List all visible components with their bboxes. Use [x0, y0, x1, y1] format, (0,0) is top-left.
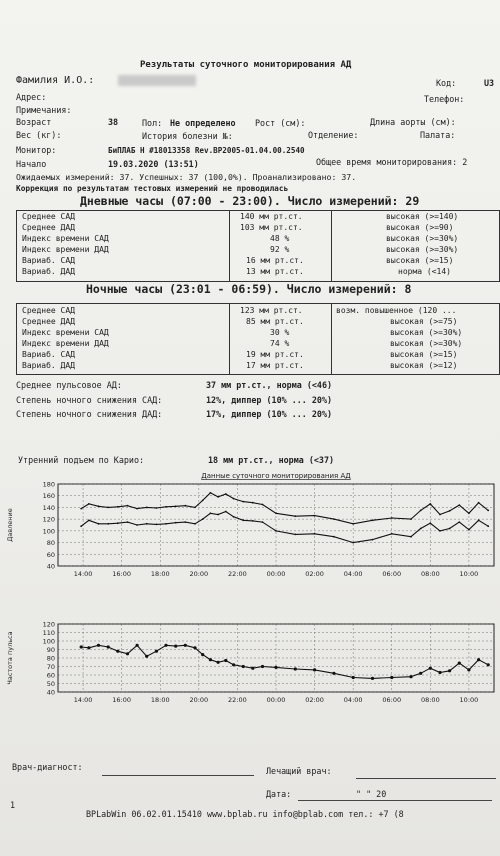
software-line: BPLabWin 06.02.01.15410 www.bplab.ru info@bplab.com тел.: +7 (8 [86, 809, 404, 819]
y-tick-label: 80 [46, 539, 55, 548]
age-label: Возраст [16, 117, 52, 127]
data-point [145, 655, 148, 658]
total-time: Общее время мониторирования: 2 [316, 157, 468, 167]
sbp-drop-label: Степень ночного снижения САД: [16, 395, 163, 405]
y-tick-label: 100 [42, 637, 55, 646]
day-row-value: 16 мм рт.ст. [246, 256, 304, 265]
data-point [439, 514, 441, 516]
day-row-rating: высокая (>=15) [386, 256, 454, 265]
data-point [194, 523, 196, 525]
data-point [210, 512, 212, 514]
y-tick-label: 90 [46, 646, 55, 654]
data-point [372, 539, 374, 541]
data-point [136, 644, 139, 647]
data-point [420, 510, 422, 512]
data-point [391, 517, 393, 519]
data-point [419, 672, 422, 675]
night-row-name: Вариаб. ДАД [22, 361, 75, 370]
night-row-value: 17 мм рт.ст. [246, 361, 304, 370]
data-point [487, 525, 489, 527]
x-tick-label: 16:00 [112, 696, 132, 704]
data-point [225, 511, 227, 513]
night-row-name: Индекс времени САД [22, 328, 109, 337]
data-point [194, 507, 196, 509]
data-point [478, 502, 480, 504]
y-tick-label: 50 [46, 680, 55, 688]
y-axis-label: Частота пульса [6, 631, 14, 685]
y-tick-label: 60 [46, 671, 55, 680]
data-point [146, 523, 148, 525]
data-point [225, 493, 227, 495]
night-row-rating: высокая (>=30%) [390, 328, 463, 337]
data-point [156, 507, 158, 509]
y-tick-label: 110 [42, 629, 55, 637]
data-point [233, 516, 235, 518]
data-point [146, 507, 148, 509]
data-point [117, 506, 119, 508]
attending-label: Лечащий врач: [266, 766, 332, 776]
data-point [294, 667, 297, 670]
data-point [98, 505, 100, 507]
night-row-value: 85 мм рт.ст. [246, 317, 304, 326]
day-row-name: Вариаб. ДАД [22, 267, 75, 276]
data-point [252, 520, 254, 522]
day-row-rating: высокая (>=140) [386, 212, 459, 221]
data-point [193, 646, 196, 649]
date-label: Дата: [266, 789, 292, 799]
data-point [332, 672, 335, 675]
code-value: U3 [484, 78, 495, 88]
data-point [165, 506, 167, 508]
doctor-signature-line [102, 775, 254, 776]
data-point [232, 663, 235, 666]
data-point [217, 514, 219, 516]
y-tick-label: 160 [42, 492, 55, 501]
height-label: Рост (см): [255, 118, 306, 128]
y-tick-label: 60 [46, 550, 55, 559]
x-tick-label: 08:00 [420, 570, 440, 578]
data-point [371, 677, 374, 680]
day-row-name: Среднее САД [22, 212, 75, 221]
night-row-value: 123 мм рт.ст. [240, 306, 303, 315]
data-point [352, 523, 354, 525]
data-point [333, 518, 335, 520]
data-point [333, 536, 335, 538]
day-col-divider-1 [229, 211, 230, 281]
day-row-name: Индекс времени ДАД [22, 245, 109, 254]
weight-label: Вес (кг): [16, 130, 62, 140]
night-col-divider-2 [331, 304, 332, 374]
x-tick-label: 02:00 [305, 696, 324, 704]
data-point [242, 665, 245, 668]
data-point [127, 505, 129, 507]
measurements-summary: Ожидаемых измерений: 37. Успешных: 37 (100,0%). Проанализировано: 37. [16, 172, 357, 182]
morning-label: Утренний подъем по Карио: [18, 455, 145, 465]
day-row-value: 48 % [270, 234, 290, 243]
data-point [184, 505, 186, 507]
monitor-label: Монитор: [16, 145, 57, 155]
doctor-label: Врач-диагност: [12, 762, 83, 772]
x-tick-label: 08:00 [420, 696, 440, 704]
x-tick-label: 04:00 [343, 570, 363, 578]
data-point [449, 510, 451, 512]
data-point [217, 661, 220, 664]
data-point [468, 512, 470, 514]
data-point [126, 652, 129, 655]
data-point [98, 523, 100, 525]
data-point [80, 525, 82, 527]
y-tick-label: 70 [46, 663, 55, 671]
pulse-value: 37 мм рт.ст., норма (<46) [206, 380, 333, 390]
data-point [314, 515, 316, 517]
data-point [88, 503, 90, 505]
data-point [136, 508, 138, 510]
data-point [410, 518, 412, 520]
pulse-label: Среднее пульсовое АД: [16, 380, 122, 390]
data-point [487, 510, 489, 512]
data-point [294, 515, 296, 517]
data-point [184, 521, 186, 523]
ward-label: Палата: [420, 130, 456, 140]
y-tick-label: 40 [46, 688, 55, 697]
x-tick-label: 00:00 [266, 570, 286, 578]
day-row-value: 103 мм рт.ст. [240, 223, 303, 232]
day-row-rating: норма (<14) [398, 267, 451, 276]
start-label: Начало [16, 159, 47, 169]
y-tick-label: 120 [42, 620, 55, 629]
day-row-name: Среднее ДАД [22, 223, 75, 232]
data-point [429, 522, 431, 524]
data-point [391, 533, 393, 535]
monitor-value: БиПЛАБ Н #18013358 Rev.BP2005-01.04.00.2540 [108, 146, 305, 155]
data-point [352, 542, 354, 544]
night-row-rating: высокая (>=30%) [390, 339, 463, 348]
data-point [420, 528, 422, 530]
data-point [409, 675, 412, 678]
x-tick-label: 06:00 [382, 696, 402, 704]
data-point [458, 662, 461, 665]
day-row-value: 140 мм рт.ст. [240, 212, 303, 221]
data-point [165, 523, 167, 525]
notes-label: Примечания: [16, 105, 72, 115]
night-row-name: Индекс времени ДАД [22, 339, 109, 348]
data-point [107, 523, 109, 525]
x-tick-label: 04:00 [343, 696, 363, 704]
data-point [458, 521, 460, 523]
data-point [372, 519, 374, 521]
day-row-name: Вариаб. САД [22, 256, 75, 265]
data-point [262, 521, 264, 523]
data-point [202, 500, 204, 502]
day-row-rating: высокая (>=90) [386, 223, 454, 232]
data-point [224, 659, 227, 662]
aorta-label: Длина аорты (см): [370, 117, 456, 127]
data-point [294, 534, 296, 536]
data-point [155, 650, 158, 653]
series-line [81, 645, 488, 678]
day-row-value: 92 % [270, 245, 290, 254]
data-point [390, 676, 393, 679]
night-heading: Ночные часы (23:01 - 06:59). Число измерений: 8 [86, 282, 412, 296]
data-point [217, 496, 219, 498]
day-col-divider-2 [331, 211, 332, 281]
history-label: История болезни №: [142, 131, 233, 141]
y-tick-label: 80 [46, 654, 55, 663]
data-point [438, 671, 441, 674]
x-tick-label: 02:00 [305, 570, 324, 578]
data-point [487, 663, 490, 666]
night-row-rating: высокая (>=15) [390, 350, 458, 359]
data-point [175, 522, 177, 524]
age-value: 38 [108, 117, 119, 127]
correction-note: Коррекция по результатам тестовых измерений не проводилась [16, 184, 289, 193]
night-row-rating: высокая (>=75) [390, 317, 458, 326]
data-point [88, 519, 90, 521]
hr-chart [0, 612, 500, 714]
date-value: " " 20 [356, 789, 387, 799]
data-point [478, 519, 480, 521]
morning-value: 18 мм рт.ст., норма (<37) [208, 455, 335, 465]
data-point [156, 524, 158, 526]
y-tick-label: 120 [42, 515, 55, 524]
surname-label: Фамилия И.О.: [16, 75, 95, 86]
start-value: 19.03.2020 (13:51) [108, 159, 199, 169]
data-point [233, 498, 235, 500]
x-tick-label: 16:00 [112, 570, 132, 578]
x-tick-label: 10:00 [459, 696, 479, 704]
x-tick-label: 10:00 [459, 570, 479, 578]
data-point [429, 667, 432, 670]
dbp-drop-value: 17%, диппер (10% ... 20%) [206, 409, 333, 419]
data-point [468, 529, 470, 531]
series-line [81, 512, 488, 543]
department-label: Отделение: [308, 130, 359, 140]
data-point [477, 658, 480, 661]
data-point [410, 536, 412, 538]
x-tick-label: 14:00 [73, 696, 93, 704]
day-row-rating: высокая (>=30%) [386, 234, 459, 243]
data-point [252, 502, 254, 504]
day-row-value: 13 мм рт.ст. [246, 267, 304, 276]
data-point [107, 645, 110, 648]
chart-title: Данные суточного мониторирования АД [201, 472, 351, 480]
data-point [202, 518, 204, 520]
dbp-drop-label: Степень ночного снижения ДАД: [16, 409, 163, 419]
y-tick-label: 180 [42, 480, 55, 489]
data-point [275, 512, 277, 514]
data-point [80, 645, 83, 648]
x-tick-label: 14:00 [73, 570, 93, 578]
data-point [107, 507, 109, 509]
x-tick-label: 06:00 [382, 570, 402, 578]
data-point [458, 504, 460, 506]
night-row-value: 30 % [270, 328, 290, 337]
day-heading: Дневные часы (07:00 - 23:00). Число измерений: 29 [80, 194, 420, 208]
data-point [136, 524, 138, 526]
data-point [164, 644, 167, 647]
data-point [127, 521, 129, 523]
data-point [97, 644, 100, 647]
data-point [448, 669, 451, 672]
night-row-value: 19 мм рт.ст. [246, 350, 304, 359]
data-point [210, 492, 212, 494]
code-label: Код: [436, 78, 457, 88]
data-point [87, 646, 90, 649]
data-point [80, 508, 82, 510]
day-row-name: Индекс времени САД [22, 234, 109, 243]
night-row-rating: возм. повышенное (120 ... [336, 306, 457, 315]
day-row-rating: высокая (>=30%) [386, 245, 459, 254]
x-tick-label: 22:00 [228, 570, 247, 578]
x-tick-label: 20:00 [189, 696, 209, 704]
x-tick-label: 20:00 [189, 570, 209, 578]
data-point [314, 533, 316, 535]
phone-label: Телефон: [424, 94, 465, 104]
x-tick-label: 18:00 [150, 696, 170, 704]
page-number: 1 [10, 800, 16, 810]
y-axis-label: Давление [6, 508, 14, 542]
night-row-value: 74 % [270, 339, 290, 348]
bp-chart [0, 468, 500, 588]
sex-value: Не определено [170, 118, 236, 128]
y-tick-label: 140 [42, 503, 55, 512]
night-col-divider-1 [229, 304, 230, 374]
data-point [242, 501, 244, 503]
x-tick-label: 00:00 [266, 696, 286, 704]
data-point [174, 645, 177, 648]
redacted-name [118, 75, 196, 86]
sex-label: Пол: [142, 118, 163, 128]
x-tick-label: 18:00 [150, 570, 170, 578]
data-point [261, 665, 264, 668]
data-point [242, 519, 244, 521]
data-point [274, 666, 277, 669]
sbp-drop-value: 12%, диппер (10% ... 20%) [206, 395, 333, 405]
night-row-name: Среднее САД [22, 306, 75, 315]
data-point [429, 503, 431, 505]
night-row-name: Вариаб. САД [22, 350, 75, 359]
data-point [184, 644, 187, 647]
date-line [298, 800, 492, 801]
data-point [175, 505, 177, 507]
data-point [439, 530, 441, 532]
night-row-rating: высокая (>=12) [390, 361, 458, 370]
data-point [467, 668, 470, 671]
y-tick-label: 100 [42, 527, 55, 536]
data-point [117, 522, 119, 524]
data-point [262, 504, 264, 506]
data-point [251, 667, 254, 670]
y-tick-label: 40 [46, 562, 55, 571]
data-point [313, 668, 316, 671]
data-point [201, 653, 204, 656]
data-point [275, 530, 277, 532]
data-point [352, 676, 355, 679]
x-tick-label: 22:00 [228, 696, 247, 704]
data-point [449, 528, 451, 530]
data-point [116, 650, 119, 653]
report-title: Результаты суточного мониторирования АД [140, 60, 352, 70]
attending-signature-line [356, 778, 496, 779]
address-label: Адрес: [16, 92, 47, 102]
night-row-name: Среднее ДАД [22, 317, 75, 326]
data-point [209, 658, 212, 661]
